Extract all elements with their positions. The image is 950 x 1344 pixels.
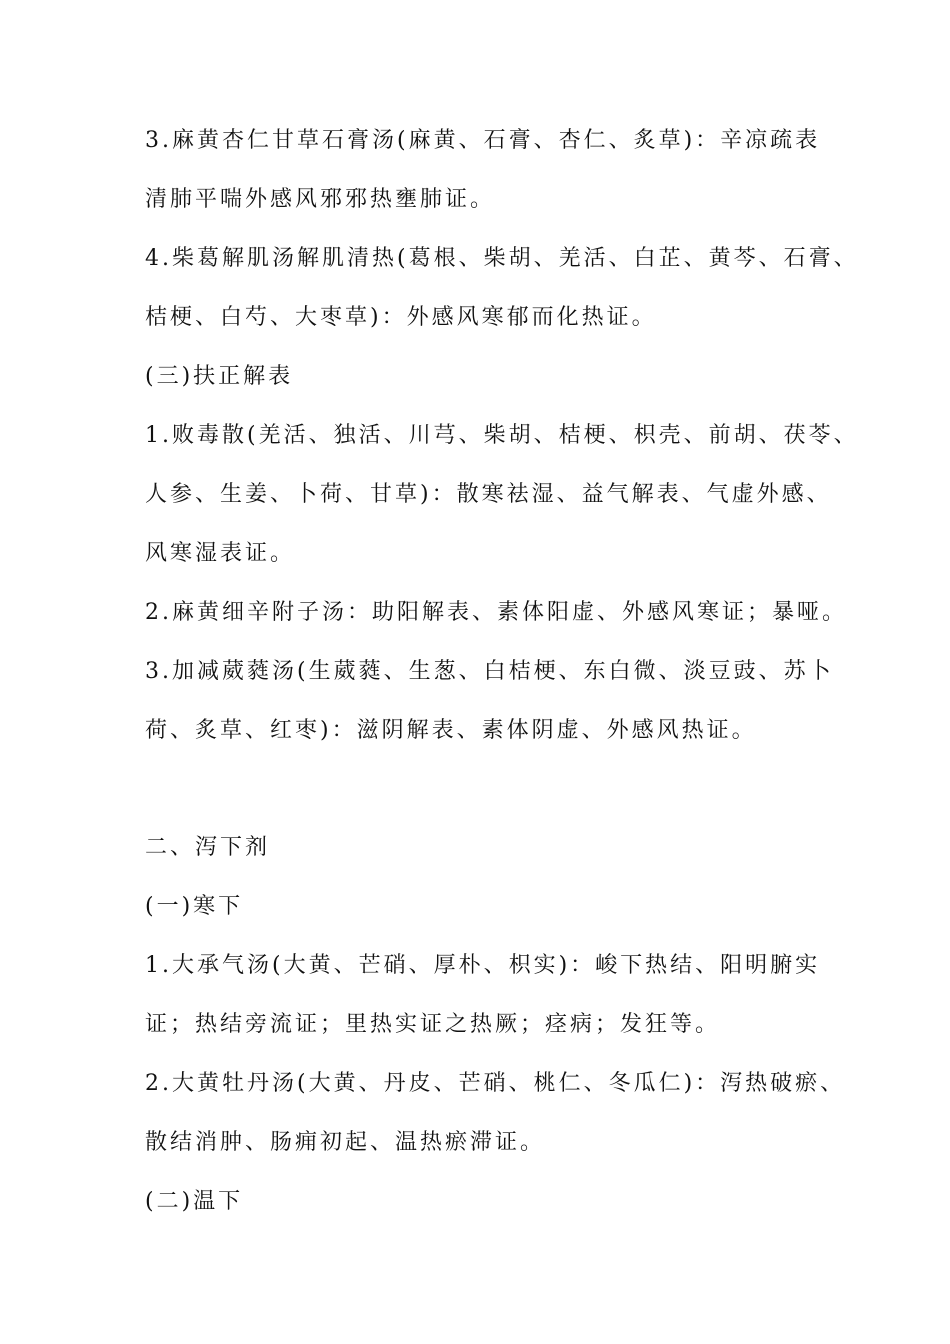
text-line-formula-1-baidu: 1.败毒散(羌活、独活、川芎、柴胡、桔梗、枳壳、前胡、茯苓、	[145, 423, 859, 448]
text-line-formula-2-dahuang-mudan: 2.大黄牡丹汤(大黄、丹皮、芒硝、桃仁、冬瓜仁)：泻热破瘀、	[145, 1071, 846, 1096]
text-line-formula-2-dahuang-mudan-cont: 散结消肿、肠痈初起、温热瘀滞证。	[145, 1130, 546, 1155]
text-line-formula-3-weirui-cont: 荷、炙草、红枣)：滋阴解表、素体阴虚、外感风热证。	[145, 718, 757, 743]
text-line-formula-3-weirui: 3.加减葳蕤汤(生葳蕤、生葱、白桔梗、东白微、淡豆豉、苏卜	[145, 659, 834, 684]
text-line-formula-1-baidu-cont-2: 风寒湿表证。	[145, 541, 296, 566]
subsection-heading-wenxia: (二)温下	[145, 1189, 244, 1214]
text-line-formula-1-dachengqi-cont: 证；热结旁流证；里热实证之热厥；痉病；发狂等。	[145, 1012, 721, 1037]
text-line-formula-4-chaige: 4.柴葛解肌汤解肌清热(葛根、柴胡、羌活、白芷、黄芩、石膏、	[145, 246, 859, 271]
text-line-formula-3-maxing: 3.麻黄杏仁甘草石膏汤(麻黄、石膏、杏仁、炙草)：辛凉疏表	[145, 128, 821, 153]
section-heading-xiexia: 二、泻下剂	[145, 835, 271, 860]
text-line-formula-1-baidu-cont: 人参、生姜、卜荷、甘草)：散寒祛湿、益气解表、气虚外感、	[145, 482, 832, 507]
text-line-formula-2-mahuang-xixin: 2.麻黄细辛附子汤：助阳解表、素体阳虚、外感风寒证；暴哑。	[145, 600, 847, 625]
text-line-formula-3-maxing-cont: 清肺平喘外感风邪邪热壅肺证。	[145, 187, 496, 212]
text-line-formula-1-dachengqi: 1.大承气汤(大黄、芒硝、厚朴、枳实)：峻下热结、阳明腑实	[145, 953, 821, 978]
subsection-heading-fuzheng: (三)扶正解表	[145, 364, 294, 389]
subsection-heading-hanxia: (一)寒下	[145, 894, 244, 919]
text-line-formula-4-chaige-cont: 桔梗、白芍、大枣草)：外感风寒郁而化热证。	[145, 305, 657, 330]
